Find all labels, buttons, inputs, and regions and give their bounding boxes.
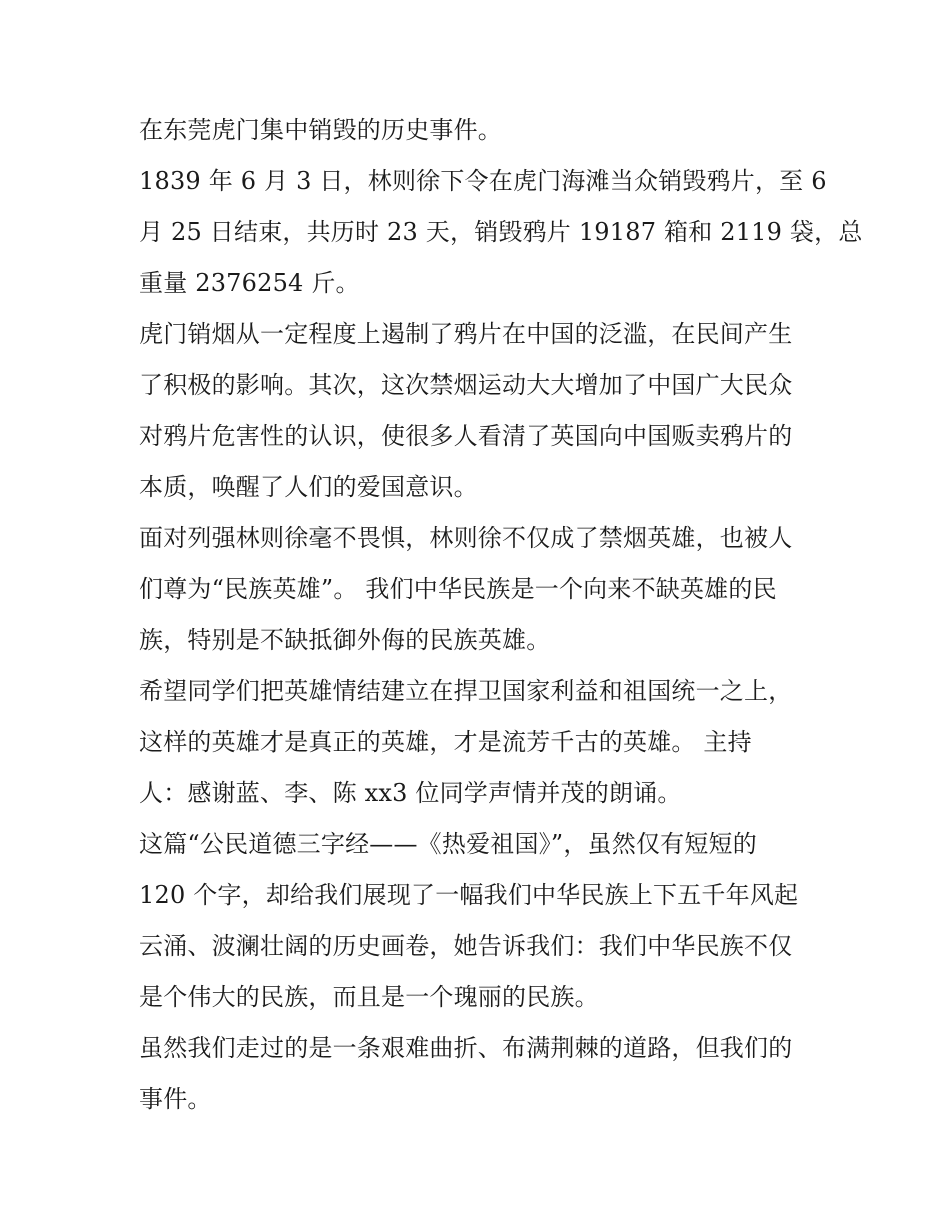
text-line: 120 个字，却给我们展现了一幅我们中华民族上下五千年风起	[139, 881, 799, 909]
text-line: 月 25 日结束，共历时 23 天，销毁鸦片 19187 箱和 2119 袋，总	[139, 218, 863, 246]
paragraph-6	[139, 819, 817, 1023]
paragraph-3	[139, 309, 817, 513]
text-line: 希望同学们把英雄情结建立在捍卫国家利益和祖国统一之上，	[139, 677, 793, 705]
text-line: 虎门销烟从一定程度上遏制了鸦片在中国的泛滥，在民间产生	[139, 320, 793, 348]
text-line: 虽然我们走过的是一条艰难曲折、布满荆棘的道路，但我们的	[139, 1034, 793, 1062]
text-line: 是个伟大的民族，而且是一个瑰丽的民族。	[139, 983, 599, 1011]
paragraph-2	[139, 156, 863, 309]
text-line: 在东莞虎门集中销毁的历史事件。	[139, 116, 502, 144]
text-line: 人：感谢蓝、李、陈 xx3 位同学声情并茂的朗诵。	[139, 779, 682, 807]
text-line: 事件。	[139, 1085, 212, 1113]
text-line: 族，特别是不缺抵御外侮的民族英雄。	[139, 626, 551, 654]
text-line: 们尊为“民族英雄”。 我们中华民族是一个向来不缺英雄的民	[139, 575, 777, 603]
text-line: 这样的英雄才是真正的英雄，才是流芳千古的英雄。 主持	[139, 728, 752, 756]
text-line: 本质，唤醒了人们的爱国意识。	[139, 473, 478, 501]
text-line: 了积极的影响。其次，这次禁烟运动大大增加了中国广大民众	[139, 371, 793, 399]
text-line: 重量 2376254 斤。	[139, 269, 360, 297]
paragraph-5	[139, 666, 817, 819]
text-line: 对鸦片危害性的认识，使很多人看清了英国向中国贩卖鸦片的	[139, 422, 793, 450]
text-line: 面对列强林则徐毫不畏惧，林则徐不仅成了禁烟英雄，也被人	[139, 524, 793, 552]
paragraph-7	[139, 1023, 817, 1125]
text-line: 云涌、波澜壮阔的历史画卷，她告诉我们：我们中华民族不仅	[139, 932, 793, 960]
paragraph-4	[139, 513, 817, 666]
document-body	[139, 105, 863, 1125]
text-line: 1839 年 6 月 3 日，林则徐下令在虎门海滩当众销毁鸦片，至 6	[139, 167, 827, 195]
paragraph-1	[139, 105, 817, 156]
text-line: 这篇“公民道德三字经——《热爱祖国》”，虽然仅有短短的	[139, 830, 757, 858]
